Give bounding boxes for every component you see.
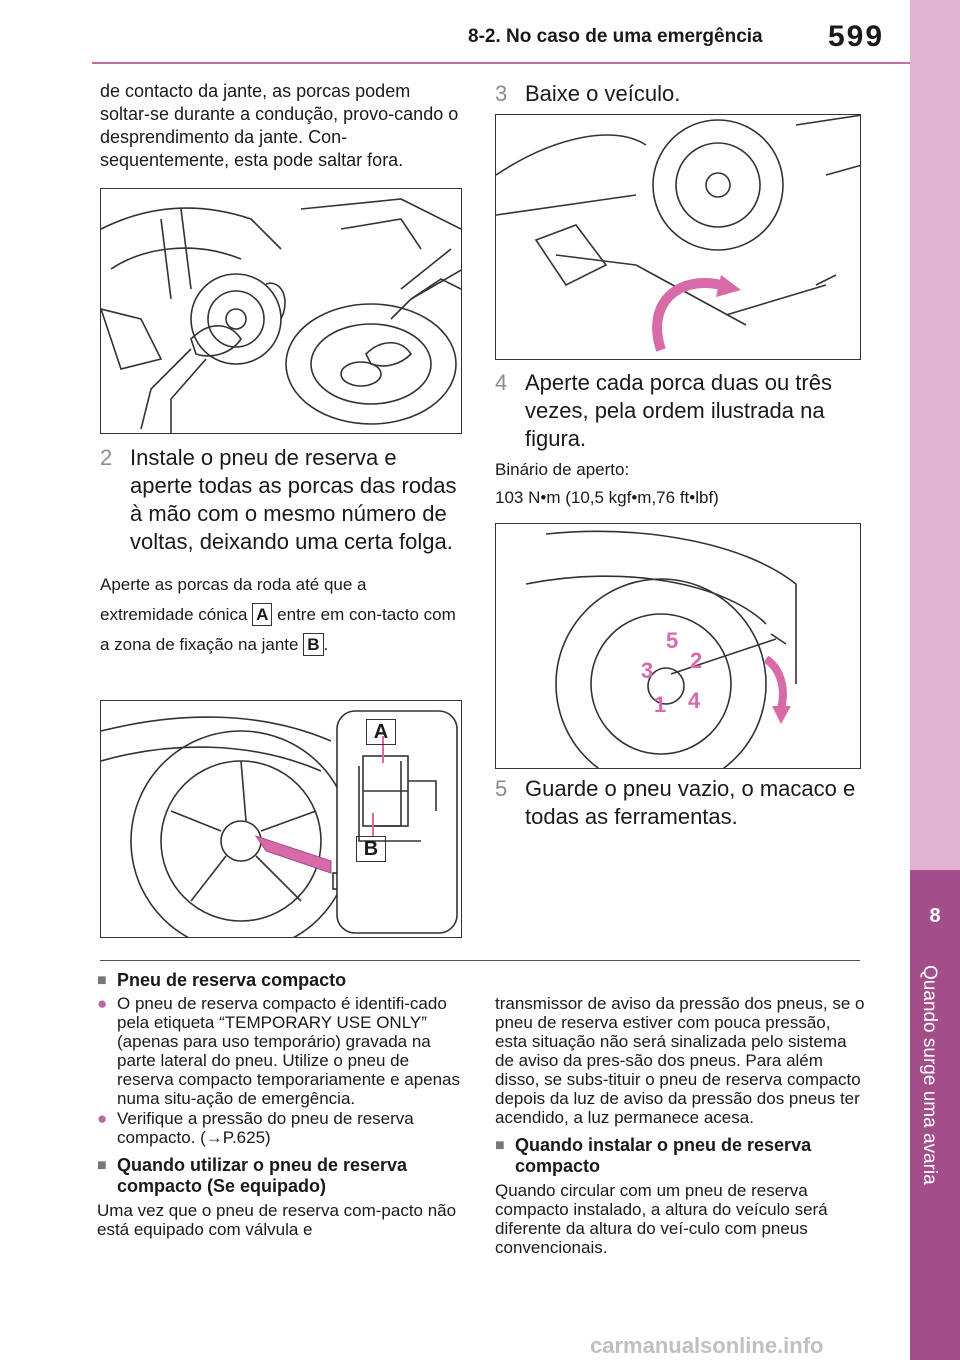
chapter-side-tab [910,0,960,1360]
header-divider [92,62,910,64]
heading-when-using [97,1155,467,1197]
step-2 [100,444,460,556]
section-divider [100,960,860,961]
step-2-number: 2 [100,445,113,470]
bottom-left-column [97,970,467,1239]
heading-compact-spare-text: Pneu de reserva compacto [117,970,347,990]
step-4-number: 4 [495,370,508,395]
order-label-3rd: 3 [641,658,654,683]
bullet-check-pressure [97,1109,467,1147]
bullet-check-pressure-text: Verifique a pressão do pneu de reserva compacto. (→P.625) [117,1109,414,1147]
order-label-1st: 5 [666,628,679,653]
illustration-tightening-order [496,524,861,769]
watermark-text: carmanualsonline.info [590,1333,824,1358]
illustration-nut-taper [101,701,462,938]
heading-when-installing [495,1135,865,1177]
step-2-text: Instale o pneu de reserva e aperte todas as porcas das rodas à mão com o mesmo número de voltas, deixando uma certa folga. [130,445,457,554]
step-3 [495,80,865,108]
order-label-4th: 1 [654,692,667,717]
square-bullet-icon: ■ [97,1157,107,1174]
square-bullet-icon: ■ [495,1137,505,1154]
page-header-title: 8-2. No caso de uma emergência [468,26,763,47]
paragraph-when-using: Uma vez que o pneu de reserva com-pacto não está equipado com válvula e [97,1201,457,1239]
heading-when-installing-text: Quando instalar o pneu de reserva compacto [515,1135,812,1176]
note-text-end: . [323,635,329,654]
step-4-text: Aperte cada porca duas ou três vezes, pela ordem ilustrada na figura. [525,370,832,451]
step-3-number: 3 [495,81,508,106]
order-label-2nd: 2 [690,648,703,673]
paragraph-when-using-cont: transmissor de aviso da pressão dos pneus, se o pneu de reserva estiver com pouca pressão, esta situação não será sinalizada pelo sistema de aviso da pres-são dos pneus. Para além disso, se subs-tituir o pneu de reserva compacto depois da luz de aviso da pressão dos pneus ter acendido, a luz permanece acesa. [495,994,865,1127]
step-4 [495,369,865,453]
intro-paragraph: de contacto da jante, as porcas podem soltar-se durante a condução, provo-cando o desprendimento da jante. Con-sequentemente, esta pode saltar fora. [100,81,459,170]
label-a-inline: A [252,603,272,626]
figure-label-b: B [356,836,386,862]
figure-tightening-order [495,523,861,769]
label-b-inline: B [303,633,323,656]
step-5 [495,775,865,831]
heading-compact-spare [97,970,467,991]
round-bullet-icon: ● [97,1109,108,1128]
page-number: 599 [828,20,885,53]
figure-lower-vehicle [495,114,861,360]
bullet-identification-text: O pneu de reserva compacto é identifi-cado pela etiqueta “TEMPORARY USE ONLY” (apenas para uso temporário) gravada na parte lateral do pneu. Utilize o pneu de reserva compacto temporariamente e apenas numa situ-ação de emergência. [117,994,461,1108]
step-3-text: Baixe o veículo. [525,81,681,106]
torque-label: Binário de aperto: [495,460,630,479]
torque-value: 103 N•m (10,5 kgf•m,76 ft•lbf) [495,488,719,507]
chapter-label: Quando surge uma avaria [919,965,940,1185]
chapter-number: 8 [929,905,941,927]
bottom-right-column [495,994,865,1257]
illustration-jack-lowering [496,115,861,360]
square-bullet-icon: ■ [97,972,107,989]
figure-clean-wheel-hub [100,188,462,434]
round-bullet-icon: ● [97,994,108,1013]
order-label-5th: 4 [688,688,701,713]
step-2-note [100,570,460,660]
torque-spec [495,456,865,512]
heading-when-using-text: Quando utilizar o pneu de reserva compacto (Se equipado) [117,1155,408,1196]
figure-label-a: A [366,719,396,745]
side-tab-upper [910,0,960,870]
illustration-cleaning-hub [101,189,462,434]
step-5-number: 5 [495,776,508,801]
note-text-2: entre em con-tacto com a zona de fixação na jante [100,605,456,654]
bullet-identification [97,994,467,1108]
figure-nut-taper [100,700,462,938]
note-text-1: Aperte as porcas da roda até que a extremidade cónica [100,575,367,624]
step-5-text: Guarde o pneu vazio, o macaco e todas as ferramentas. [525,776,856,829]
paragraph-when-installing: Quando circular com um pneu de reserva compacto instalado, a altura do veículo será diferente da altura do veí-culo com pneus convencionais. [495,1181,828,1257]
